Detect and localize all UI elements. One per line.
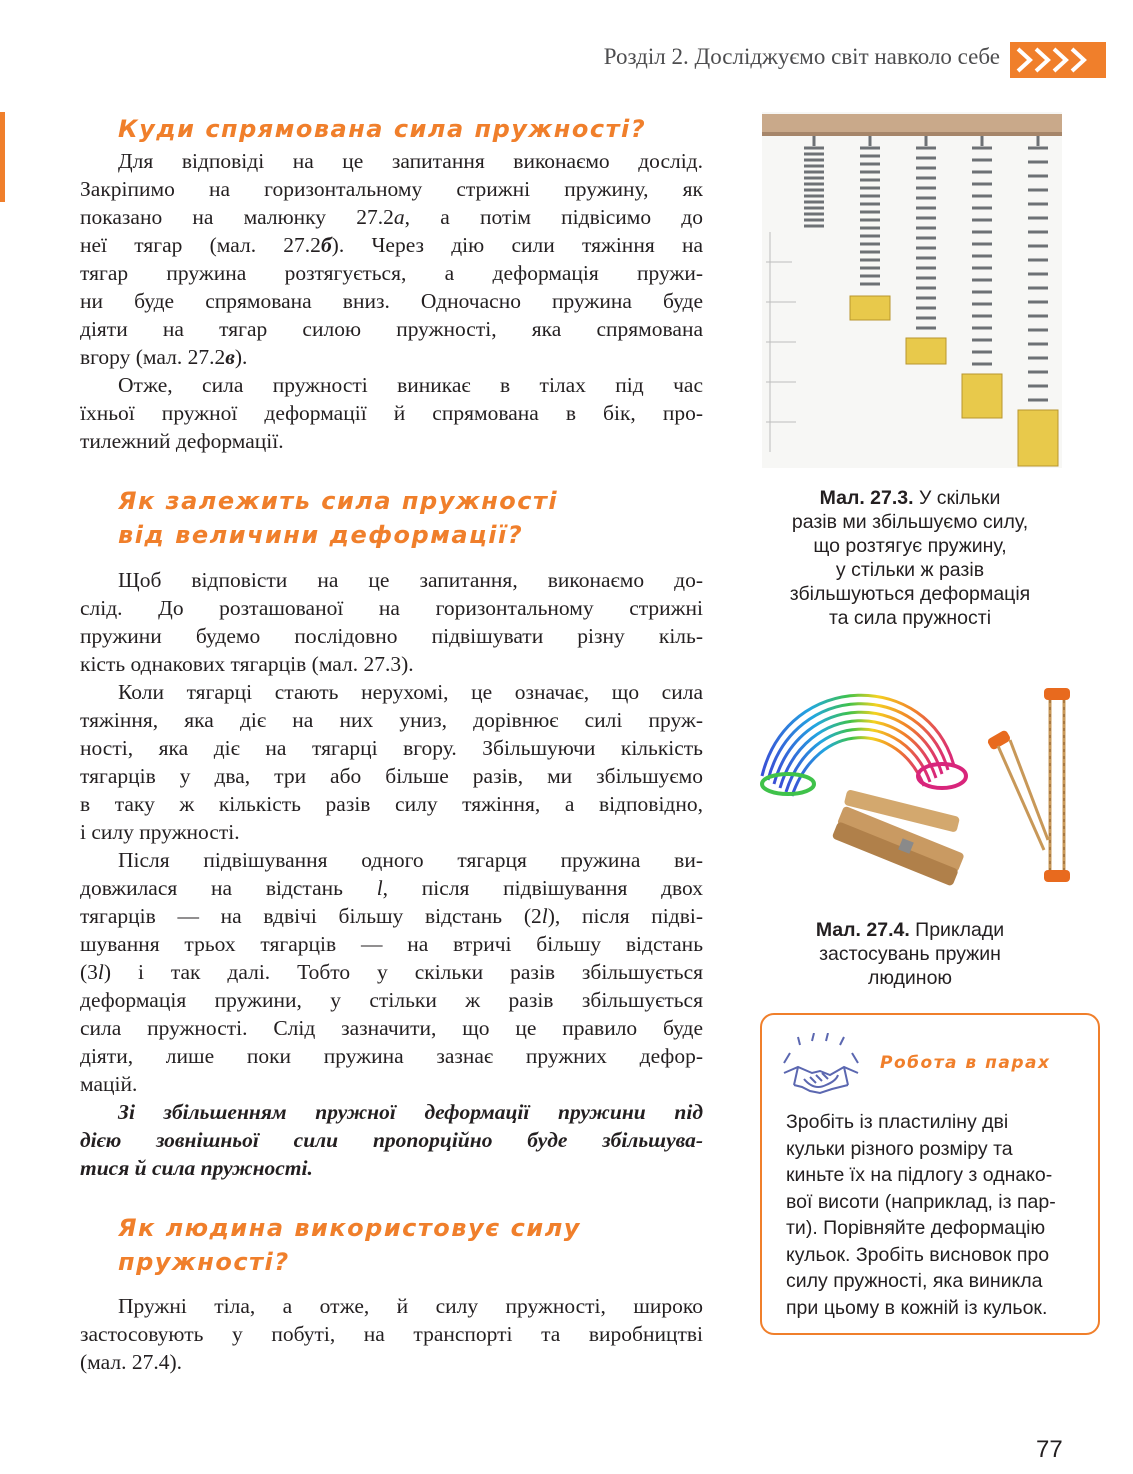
text-line: тяжіння, яка діє на них униз, дорівнює силі пруж- <box>80 708 703 732</box>
spring-four-weights <box>1028 136 1048 400</box>
text-line: Зробіть із пластиліну дві <box>786 1111 1009 1133</box>
text-line: вої висоти (наприклад, із пар- <box>786 1190 1056 1213</box>
text-line: кульок. Зробіть висновок про <box>786 1243 1050 1266</box>
text-line: показано на малюнку 27.2а, а потім підвісимо до <box>80 205 703 229</box>
clothespins <box>832 789 965 886</box>
caption-line: та сила пружності <box>828 607 992 629</box>
text-line: тягарців у два, три або більше разів, ми збільшуємо <box>80 764 703 788</box>
caption-line: збільшуються деформація <box>789 583 1031 605</box>
section-heading-usage-line1: Як людина використовує силу <box>118 1214 581 1242</box>
caption-line: застосувань пружин <box>819 943 1001 965</box>
section2-para1 <box>80 566 703 678</box>
section3-para1 <box>80 1292 703 1376</box>
text-line: ни буде спрямована вниз. Одночасно пружина буде <box>80 289 703 313</box>
text-line: діяти на тягар силою пружності, яка спрямована <box>80 317 703 341</box>
section1-para2 <box>80 371 703 455</box>
text-line: мацій. <box>80 1072 138 1096</box>
text-line: (3l) і так далі. Тобто у скільки разів збільшується <box>80 960 703 984</box>
text-line: Для відповіді на це запитання виконаємо дослід. <box>118 149 703 173</box>
caption-line: разів ми збільшуємо силу, <box>791 511 1029 533</box>
text-line: тилежний деформації. <box>80 429 284 453</box>
weight-4 <box>1018 410 1058 466</box>
caption-line: людиною <box>867 967 953 989</box>
caption-line: Мал. 27.4. Приклади <box>815 919 1005 941</box>
figure1-caption <box>760 486 1060 630</box>
text-line: шування трьох тягарців — на втричі більшу відстань <box>80 932 703 956</box>
text-line: дією зовнішньої сили пропорційно буде збільшува- <box>80 1128 703 1152</box>
text-line: Після підвішування одного тягарця пружина ви- <box>118 848 703 872</box>
spring-unloaded <box>804 136 824 226</box>
text-line: довжилася на відстань l, після підвішування двох <box>80 876 703 900</box>
handshake-icon <box>780 1033 862 1099</box>
text-line: Отже, сила пружності виникає в тілах під час <box>118 373 703 397</box>
text-line: сила пружності. Слід зазначити, що це правило буде <box>80 1016 703 1040</box>
chest-expander <box>986 688 1070 882</box>
pair-work-box <box>760 1013 1100 1335</box>
text-line: силу пружності, яка виникла <box>786 1270 1043 1292</box>
text-line: слід. До розташованої на горизонтальному стрижні <box>80 596 703 620</box>
text-line: кість однакових тягарців (мал. 27.3). <box>80 652 414 676</box>
text-line: при цьому в кожній із кульок. <box>786 1296 1048 1319</box>
text-line: кульки різного розміру та <box>786 1137 1013 1160</box>
caption-line: у стільки ж разів <box>835 559 985 581</box>
text-line: і силу пружності. <box>80 820 240 844</box>
section2-para2 <box>80 678 703 846</box>
weight-2 <box>906 338 946 364</box>
weight-1 <box>850 296 890 320</box>
text-line: ності, яка діє на тягарці вгору. Збільшуючи кількість <box>80 736 703 760</box>
text-line: Коли тягарці стають нерухомі, це означає, що сила <box>118 680 703 704</box>
text-line: Закріпимо на горизонтальному стрижні пружину, як <box>80 177 703 201</box>
text-line: Пружні тіла, а отже, й силу пружності, широко <box>118 1294 703 1318</box>
section1-para1 <box>80 147 703 371</box>
text-line: ти). Порівняйте деформацію <box>786 1217 1046 1239</box>
section-heading-dependence-line1: Як залежить сила пружності <box>118 487 559 515</box>
spring-applications-figure <box>748 680 1088 912</box>
text-line: їхньої пружної деформації й спрямована в бік, про- <box>80 401 703 425</box>
slinky-toy <box>762 695 954 796</box>
section-heading-dependence-line2: від величини деформації? <box>118 521 524 549</box>
section2-conclusion <box>80 1098 703 1182</box>
text-line: тися й сила пружності. <box>80 1156 313 1180</box>
weight-3 <box>962 374 1002 418</box>
text-line: тягар пружина розтягується, а деформація пружи- <box>80 261 703 285</box>
spring-one-weight <box>860 136 880 284</box>
running-header: Розділ 2. Досліджуємо світ навколо себе <box>603 44 1000 69</box>
text-line: в таку ж кількість разів силу тяжіння, а відповідно, <box>80 792 703 816</box>
text-line: пружини будемо послідовно підвішувати різну кіль- <box>80 624 703 648</box>
page-number: 77 <box>1036 1436 1063 1463</box>
text-line: діяти, лише поки пружина зазнає пружних дефор- <box>80 1044 703 1068</box>
text-line: Зі збільшенням пружної деформації пружини під <box>118 1100 703 1124</box>
pair-work-title: Робота в парах <box>880 1053 1051 1073</box>
section-heading-direction: Куди спрямована сила пружності? <box>118 115 647 143</box>
pair-work-text <box>786 1109 1092 1321</box>
spring-three-weights <box>972 136 992 364</box>
figure-label: Мал. 27.4. <box>815 919 910 941</box>
section-heading-usage-line2: пружності? <box>118 1248 290 1276</box>
caption-line: Мал. 27.3. У скільки <box>819 487 1001 509</box>
text-line: неї тягар (мал. 27.2б). Через дію сили тяжіння на <box>80 233 703 257</box>
text-line: Щоб відповісти на це запитання, виконаємо до- <box>118 568 703 592</box>
text-line: деформація пружини, у стільки ж разів збільшується <box>80 988 703 1012</box>
text-line: киньте їх на підлогу з однако- <box>786 1164 1053 1186</box>
figure-label: Мал. 27.3. <box>819 487 914 509</box>
margin-accent-bar <box>0 112 5 202</box>
text-line: (мал. 27.4). <box>80 1350 182 1374</box>
text-line: застосовують у побуті, на транспорті та виробництві <box>80 1322 703 1346</box>
caption-line: що розтягує пружину, <box>813 535 1007 557</box>
springs-weights-figure <box>762 112 1062 468</box>
chevron-arrows-icon <box>1010 42 1106 78</box>
spring-two-weights <box>916 136 936 328</box>
text-line: вгору (мал. 27.2в). <box>80 345 248 369</box>
section2-para3 <box>80 846 703 1098</box>
text-line: тягарців — на вдвічі більшу відстань (2l), після підві- <box>80 904 703 928</box>
figure2-caption <box>760 918 1060 990</box>
